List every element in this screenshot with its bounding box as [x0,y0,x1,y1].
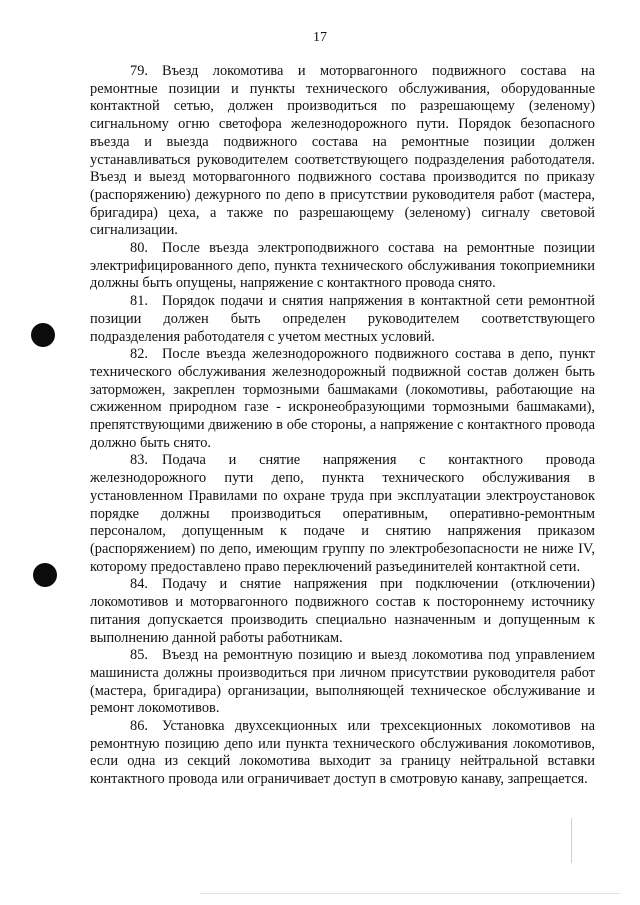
paragraph-text: Порядок подачи и снятия напряжения в контактной сети ремонтной позиции должен быть определен руководителем соответствующего подразделения работодателя с учетом местных условий. [90,293,595,345]
paragraph-text: Въезд на ремонтную позицию и выезд локомотива под управлением машиниста должны производиться при личном присутствии руководителя работ (мастера, бригадира) организации, выполняющей техническое обслуживание и ремонт локомотивов. [90,647,595,717]
scan-artifact [571,818,572,863]
paragraph-number: 83. [130,452,148,469]
paragraph-84 [90,576,595,647]
paragraph-81 [90,293,595,346]
paragraph-number: 79. [130,63,148,79]
paragraph-79 [90,63,595,240]
paragraph-number: 80. [130,240,148,257]
paragraph-number: 84. [130,576,148,593]
paragraph-86 [90,718,595,789]
paragraph-text: Подача и снятие напряжения с контактного провода железнодорожного пути депо, пункта технического обслуживания в установленном Правилами по охране труда при эксплуатации электроустановок порядке должны производиться оперативным, оперативно-ремонтным персоналом, допущенным к подаче и снятию напряжения приказом (распоряжением) по депо, имеющим группу по электробезопасности не ниже IV, которому предоставлено право переключений разъединителей контактной сети. [90,452,595,575]
paragraph-number: 81. [130,293,148,310]
paragraph-text: После въезда железнодорожного подвижного состава в депо, пункт технического обслуживания железнодорожный подвижной состав должен быть заторможен, закреплен тормозными башмаками (локомотивы, работающие на сжиженном природном газе - искронеобразующими тормозными башмаками), препятствующими движению в обе стороны, а напряжение с контактного провода должно быть снято. [90,346,595,451]
paragraph-text: Въезд локомотива и моторвагонного подвижного состава на ремонтные позиции и пункты технического обслуживания, оборудованные контактной сетью, должен производиться по разрешающему (зеленому) сигнальному огню светофора железнодорожного пути. Порядок безопасного въезда и выезда подвижного состава на ремонтные позиции должен устанавливаться руководителем соответствующего подразделения работодателя. Въезд и выезд моторвагонного подвижного состава производится по приказу (распоряжению) дежурного по депо в присутствии руководителя работ (мастера, бригадира) цеха, а также по разрешающему (зеленому) сигналу световой сигнализации. [90,63,595,239]
paragraph-text: Установка двухсекционных или трехсекционных локомотивов на ремонтную позицию депо или пункта технического обслуживания локомотивов, если одна из секций локомотива выходит за границу нейтральной вставки контактного провода или ограничивает доступ в смотровую канаву, запрещается. [90,718,595,788]
document-body [90,63,595,789]
page-number: 17 [313,30,327,45]
paragraph-83 [90,452,595,576]
punch-hole-mark [33,563,57,587]
paragraph-text: Подачу и снятие напряжения при подключении (отключении) локомотивов и моторвагонного подвижного состав к постороннему источнику питания допускается производить специально назначенным и допущенным к выполнению данной работы работникам. [90,576,595,646]
paragraph-number: 86. [130,718,148,735]
paragraph-text: После въезда электроподвижного состава на ремонтные позиции электрифицированного депо, пункта технического обслуживания токоприемники должны быть опущены, напряжение с контактного провода снято. [90,240,595,292]
paragraph-number: 82. [130,346,148,363]
paragraph-82 [90,346,595,452]
paragraph-number: 85. [130,647,148,664]
punch-hole-mark [31,323,55,347]
paragraph-85 [90,647,595,718]
scan-artifact [200,893,620,894]
paragraph-80 [90,240,595,293]
